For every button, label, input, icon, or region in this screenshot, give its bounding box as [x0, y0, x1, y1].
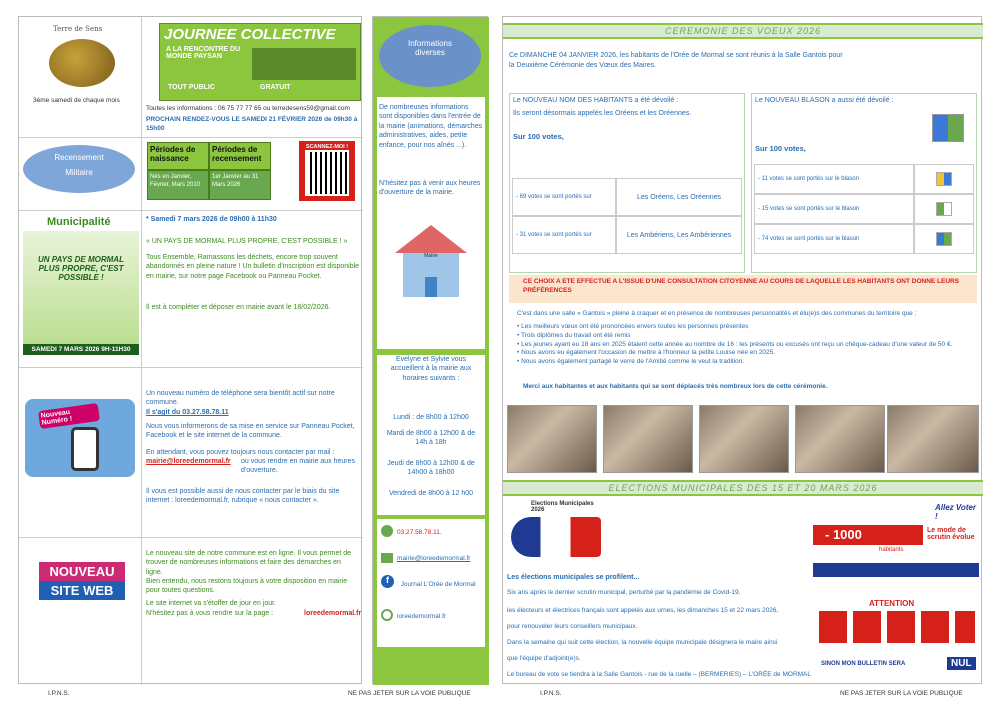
facebook-icon: f [381, 575, 394, 588]
mairie-label: Mairie [424, 253, 438, 259]
photo-3 [699, 405, 789, 473]
nom-head: Le NOUVEAU NOM DES HABITANTS a été dévoilé : [513, 97, 679, 104]
site-web-badge [39, 562, 125, 608]
footer-nepas-left: NE PAS JETER SUR LA VOIE PUBLIQUE [348, 690, 471, 697]
mid-fb[interactable]: : Journal L'Orée de Mormal [397, 581, 476, 588]
recensement-sub: Militaire [65, 168, 93, 177]
recensement-title: Recensement [54, 153, 104, 162]
vote-row-1-count: - 31 votes se sont portés sur [512, 216, 616, 254]
merci-text: Merci aux habitantes et aux habitants qui se sont déplacés très nombreux lors de cette cérémonie. [523, 383, 828, 390]
photo-2 [603, 405, 693, 473]
mid-text: De nombreuses informations sont disponibles dans l'entrée de la mairie (animations, démarches administratives, aides, petite enfance, pour nos aînés ...). [379, 104, 483, 149]
bullet-3: • Nous avons eu également l'occasion de mettre à l'honneur la petite Louise née en 2025. [517, 349, 977, 358]
rec-head-naissance: Périodes de naissance [147, 142, 209, 170]
el-l2: les électeurs et électrices français sont appelés aux urnes, les dimanches 15 et 22 mars 2026, [507, 607, 779, 614]
rec-val-naissance: Nés en Janvier, Février, Mars 2010 [147, 170, 209, 200]
photo-5 [887, 405, 979, 473]
blason-shield-1-icon [936, 202, 952, 216]
hours-3: Vendredi de 8h00 à 12 h00 [388, 490, 474, 497]
monthly-text: 3ème samedi de chaque mois [33, 97, 120, 104]
municipalite-date: * Samedi 7 mars 2026 de 09h00 à 11h30 [146, 216, 277, 223]
mid-phone[interactable]: 03.27.58.78.11. [397, 529, 442, 536]
info-habitants: habitants [879, 547, 904, 553]
new-blason-icon [932, 114, 964, 142]
middle-column [372, 16, 488, 684]
mail-icon [381, 553, 393, 563]
rec-head-recensement: Périodes de recensement [209, 142, 271, 170]
poster-date: SAMEDI 7 MARS 2026 9H-11H30 [23, 344, 139, 355]
mid-text2: N'hésitez pas à venir aux heures d'ouverture de la mairie. [379, 180, 481, 197]
ceremonie-bullets [517, 323, 977, 367]
blason-head: Le NOUVEAU BLASON a aussi été dévoilé : [755, 97, 894, 104]
left-page [18, 16, 362, 684]
municipalite-deadline: Il est à compléter et déposer en mairie avant le 18/02/2026. [146, 304, 331, 311]
blason-shield-2-icon [936, 232, 952, 246]
journee-poster [159, 23, 361, 101]
numero-badge: Nouveau Numéro ! [38, 403, 100, 429]
mairie-house-icon [395, 225, 467, 305]
elections-infographic [809, 501, 979, 677]
site-badge-1: NOUVEAU [39, 562, 125, 581]
nom-sur100: Sur 100 votes, [513, 132, 564, 141]
ceremonie-intro-2: la Deuxième Cérémonie des Vœux des Maires. [509, 62, 657, 69]
site-url[interactable]: loreedemormal.fr [304, 610, 362, 617]
journee-title: JOURNEE COLLECTIVE [164, 26, 336, 43]
info-sinon: SINON MON BULLETIN SERA [821, 661, 906, 667]
hours-0: Lundi : de 8h00 à 12h00 [393, 414, 469, 421]
numero-l2: Il s'agit du 03.27.58.78.11 [146, 409, 229, 416]
bullet-1: • Trois diplômes du travail ont été remis [517, 332, 977, 341]
footer-nepas-right: NE PAS JETER SUR LA VOIE PUBLIQUE [840, 690, 963, 697]
municipalite-poster [23, 231, 139, 355]
el-l3: pour renouveler leurs conseillers municipaux. [507, 623, 638, 630]
elections-banner: ELECTIONS MUNICIPALES DES 15 ET 20 MARS 2026 [503, 480, 983, 496]
footer-ipns-left: I.P.N.S. [48, 690, 70, 697]
numero-l3: Nous vous informerons de sa mise en service sur Panneau Pocket, Facebook et le site internet de la commune. [146, 423, 355, 440]
info-attention: ATTENTION [869, 599, 915, 608]
site-l2: Bien entendu, nous restons toujours à votre disposition en mairie pour toutes questions. [146, 578, 348, 595]
el-profil: Les élections municipales se profilent... [507, 574, 640, 581]
right-page [502, 16, 982, 684]
phone-icon [381, 525, 393, 537]
poster-title: UN PAYS DE MORMAL PLUS PROPRE, C'EST POSSIBLE ! [38, 255, 124, 282]
ceremonie-banner: CEREMONIE DES VOEUX 2026 [503, 23, 983, 39]
info-nul: NUL [947, 657, 976, 670]
terre-de-sens-logo [49, 23, 119, 85]
elections-logo-text: Elections Municipales 2026 [531, 501, 594, 513]
blason-row-0: - 11 votes se sont portés sur le blason [754, 164, 914, 194]
blason-box [751, 93, 977, 273]
numero-l6: Il vous est possible aussi de nous contacter par le biais du site internet : loreedemormal.fr, rubrique « nous contacter ». [146, 488, 340, 505]
qr-code[interactable] [299, 141, 355, 201]
info-diverses-title: Informations diverses [407, 39, 453, 57]
site-l4: N'hésitez pas à vous rendre sur la page : [146, 610, 274, 617]
blason-shield-0-icon [936, 172, 952, 186]
qr-label: SCANNEZ-MOI ! [305, 144, 349, 150]
photo-1 [507, 405, 597, 473]
salle-text: C'est dans une salle « Gantois » pleine à craquer et en présence de nombreuses personnalités et élu(e)s des communes du territoire que : [517, 310, 917, 317]
blason-row-1: - 15 votes se sont portés sur le blason [754, 194, 914, 224]
hours-2: Jeudi de 8h00 à 12h00 & de 14h00 à 18h00 [387, 460, 475, 477]
bullet-0: • Les meilleurs vœux ont été prononcées envers toutes les personnes présentes [517, 323, 977, 332]
blason-row-2: - 74 votes se sont portés sur le blason [754, 224, 914, 254]
footer-ipns-right: I.P.N.S. [540, 690, 562, 697]
vote-row-0-count: - 69 votes se sont portés sur [512, 178, 616, 216]
numero-l5: ou vous rendre en mairie aux heures d'ouverture. [241, 458, 356, 475]
site-l3: Le site internet va s'étoffer de jour en jour. [146, 600, 277, 607]
numero-l1: Un nouveau numéro de téléphone sera bientôt actif sur notre commune. [146, 390, 335, 407]
journee-next: PROCHAIN RENDEZ-VOUS LE SAMEDI 21 FÉVRIER 2026 de 09h30 à 15h00 [146, 116, 358, 132]
blason-cell-0 [914, 164, 974, 194]
info-aller-voter: Allez Voter ! [935, 503, 977, 521]
el-l5: que l'équipe d'adjoint(e)s. [507, 655, 581, 662]
vote-row-1-name: Les Ambériens, Les Ambériennes [616, 216, 742, 254]
el-l4: Dans la semaine qui suit cette élection, la nouvelle équipe municipale désignera le maire ainsi [507, 639, 778, 646]
elections-logo [511, 501, 601, 569]
info-moins-1000: - 1000 [825, 527, 862, 542]
bullet-2: • Les jeunes ayant eu 18 ans en 2025 étaient cette année au nombre de 16 : les présents ou excusés ont reçu un chèque-cadeau d'une valeur de 50 €. [517, 341, 977, 350]
blason-cell-1 [914, 194, 974, 224]
municipalite-headline: « UN PAYS DE MORMAL PLUS PROPRE, C'EST POSSIBLE ! » [146, 238, 348, 245]
info-mode: Le mode de scrutin évolue [927, 527, 975, 541]
municipalite-title: Municipalité [47, 216, 111, 228]
nom-box [509, 93, 745, 273]
ceremonie-intro-1: Ce DIMANCHE 04 JANVIER 2026, les habitants de l'Orée de Mormal se sont réunis à la Salle Gantois pour [509, 52, 843, 59]
mid-mail[interactable]: mairie@loreedemormal.fr [397, 555, 471, 562]
tag-gratuit: GRATUIT [260, 84, 291, 91]
info-diverses-oval [379, 25, 481, 87]
el-l6: Le bureau de vote se tiendra à la Salle Gantois - rue de la ruelle – (BERMERIES) – L'ORÉE de MORMAL [507, 671, 811, 678]
vote-row-0-name: Les Oréens, Les Oréennes [616, 178, 742, 216]
blason-sur100: Sur 100 votes, [755, 144, 806, 153]
blason-cell-2 [914, 224, 974, 254]
site-badge-2: SITE WEB [39, 581, 125, 600]
numero-l4: En attendant, vous pouvez toujours nous contacter par mail : [146, 449, 335, 456]
choix-text: CE CHOIX A ETE EFFECTUE A L'ISSUE D'UNE CONSULTATION CITOYENNE AU COURS DE LAQUELLE LES HABITANTS ONT DONNE LEURS PRÉFÉRENCES [523, 278, 960, 294]
nouveau-numero-graphic [25, 399, 135, 477]
mid-web[interactable]: loreedemormal.fr [397, 613, 447, 620]
nom-sub: Ils seront désormais appelés les Oréens et les Oréennes. [513, 110, 692, 117]
web-icon [381, 609, 393, 621]
terre-de-sens-text: Terre de Sens [53, 25, 103, 33]
municipalite-text: Tous Ensemble, Ramassons les déchets, encore trop souvent abandonnés en pleine nature ! Un bulletin d'inscription est disponible en mairie, sur notre page Facebook ou Panneau Pocket. [146, 254, 360, 280]
site-l1: Le nouveau site de notre commune est en ligne. Il vous permet de trouver de nombreuses informations et faire des démarches en ligne. [146, 550, 352, 576]
journee-infos: Toutes les informations : 06 75 77 77 65 ou terredesens59@gmail.com [146, 105, 350, 112]
bullet-4: • Nous avons également partagé le verre de l'Amitié comme le veut la tradition. [517, 358, 977, 367]
journee-subtitle: A LA RENCONTRE DU MONDE PAYSAN [166, 46, 241, 60]
photo-4 [795, 405, 885, 473]
hours-1: Mardi de 8h00 à 12h00 & de 14h à 18h [386, 430, 476, 447]
el-l1: Six ans après le dernier scrutin municipal, perturbé par la pandémie de Covid-19, [507, 589, 741, 596]
rec-val-recensement: 1er Janvier au 31 Mars 2026 [209, 170, 271, 200]
numero-mail[interactable]: mairie@loreedemormal.fr [146, 458, 231, 465]
tag-tout-public: TOUT PUBLIC [168, 84, 215, 91]
accueil-text: Evelyne et Sylvie vous accueillent à la mairie aux horaires suivants : [390, 356, 472, 382]
recensement-oval [23, 145, 135, 193]
